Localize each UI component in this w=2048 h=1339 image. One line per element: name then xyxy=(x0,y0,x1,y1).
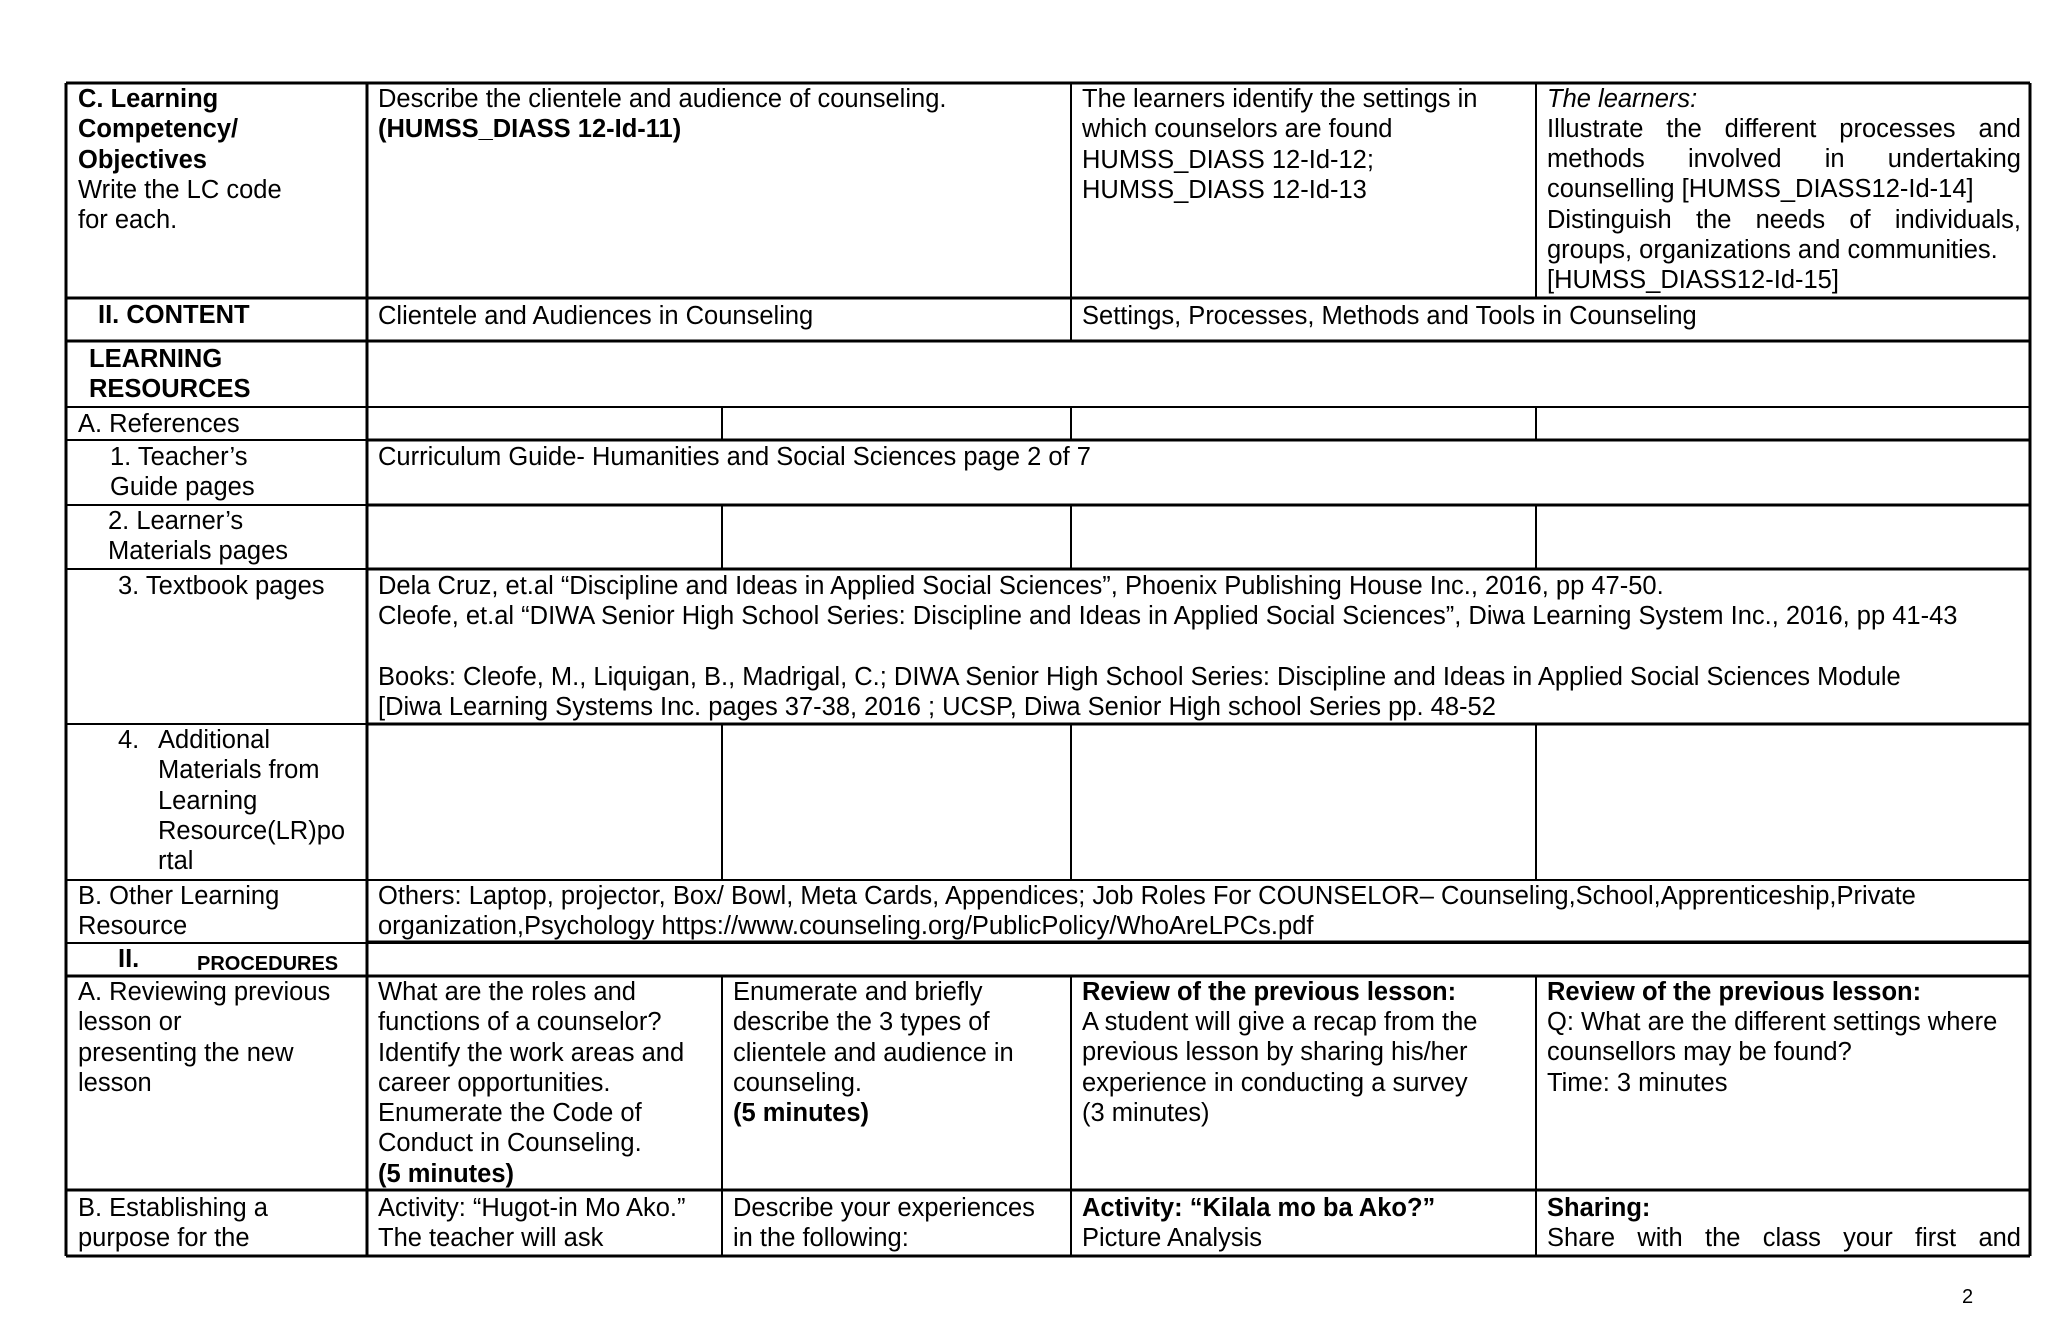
reviewing-col2-text: Enumerate and briefly describe the 3 types of clientele and audience in counseling. xyxy=(733,978,1014,1097)
lc-col1-text: Describe the clientele and audience of counseling. xyxy=(378,85,947,113)
lc-col1-code: (HUMSS_DIASS 12-Id-11) xyxy=(378,115,682,143)
learning-resources-label: LEARNING RESOURCES xyxy=(89,345,251,404)
reviewing-col2-time: (5 minutes) xyxy=(733,1099,870,1127)
other-resource-value: Others: Laptop, projector, Box/ Bowl, Meta Cards, Appendices; Job Roles For COUNSELOR– Counseling,School,Apprenticeship,Private organization,Psychology https://www.counseling.org/PublicPolicy/WhoAreLPCs.pdf xyxy=(378,882,1916,941)
procedures-label: PROCEDURES xyxy=(197,953,339,975)
establishing-label: B. Establishing a purpose for the xyxy=(78,1194,268,1253)
reviewing-col1-text: What are the roles and functions of a counselor? Identify the work areas and career opportunities. Enumerate the Code of Conduct in Counseling. xyxy=(378,978,685,1158)
additional-materials-num: 4. xyxy=(118,726,140,754)
procedures-label-num: II. xyxy=(118,945,140,973)
reviewing-col4-head: Review of the previous lesson: xyxy=(1547,978,1922,1006)
lc-col3: The learners identify the settings in which counselors are found HUMSS_DIASS 12-Id-12; HUMSS_DIASS 12-Id-13 xyxy=(1082,85,1478,204)
establishing-col4-text: Share with the class your first and xyxy=(1547,1224,2021,1252)
lc-col4-intro: The learners: xyxy=(1547,85,1698,113)
learners-materials-label: 2. Learner’s Materials pages xyxy=(108,507,289,566)
lc-col4-line: groups, organizations and communities. xyxy=(1547,236,1998,264)
lc-col4-line: Illustrate the different processes and xyxy=(1547,115,2021,143)
reviewing-col4-text: Q: What are the different settings where counsellors may be found? Time: 3 minutes xyxy=(1547,1008,1998,1097)
reviewing-col3-text: A student will give a recap from the previous lesson by sharing his/her experience in conducting a survey (3 minutes) xyxy=(1082,1008,1478,1127)
content-right: Settings, Processes, Methods and Tools in Counseling xyxy=(1082,302,1697,330)
lc-label: C. Learning Competency/ Objectives xyxy=(78,85,239,174)
establishing-col3-head: Activity: “Kilala mo ba Ako?” xyxy=(1082,1194,1436,1222)
textbook-label: 3. Textbook pages xyxy=(118,572,325,600)
establishing-col4-head: Sharing: xyxy=(1547,1194,1651,1222)
other-resource-label: B. Other Learning Resource xyxy=(78,882,280,941)
reviewing-col3-head: Review of the previous lesson: xyxy=(1082,978,1457,1006)
reviewing-label: A. Reviewing previous lesson or presenting the new lesson xyxy=(78,978,331,1097)
additional-materials-label: Additional Materials from Learning Resource(LR)po rtal xyxy=(158,726,346,876)
lc-col4-line: methods involved in undertaking xyxy=(1547,145,2021,173)
lc-sublabel: Write the LC code for each. xyxy=(78,176,282,235)
page-number: 2 xyxy=(1962,1286,1974,1308)
teachers-guide-label: 1. Teacher’s Guide pages xyxy=(110,443,255,502)
reviewing-col1-time: (5 minutes) xyxy=(378,1160,515,1188)
references-label: A. References xyxy=(78,410,240,438)
lc-col4-line: counselling [HUMSS_DIASS12-Id-14] xyxy=(1547,175,1974,203)
lc-col4-line: [HUMSS_DIASS12-Id-15] xyxy=(1547,266,1839,294)
teachers-guide-value: Curriculum Guide- Humanities and Social Sciences page 2 of 7 xyxy=(378,443,1091,471)
lc-col4-line: Distinguish the needs of individuals, xyxy=(1547,206,2021,234)
textbook-value: Dela Cruz, et.al “Discipline and Ideas in Applied Social Sciences”, Phoenix Publishing House Inc., 2016, pp 47-50. Cleofe, et.al “DIWA Senior High School Series: Discipline and Ideas in Applied Social Sciences”, Diwa Learning System Inc., 2016, pp 41-43 Books: Cleofe, M., Liquigan, B., Madrigal, C.; DIWA Senior High School Series: Discipline and Ideas in Applied Social Sciences Module [Diwa Learning Systems Inc. pages 37-38, 2016 ; UCSP, Diwa Senior High school Series pp. 48-52 xyxy=(378,572,1958,722)
content-label: II. CONTENT xyxy=(98,301,250,329)
establishing-col2: Describe your experiences in the following: xyxy=(733,1194,1035,1253)
establishing-col1: Activity: “Hugot-in Mo Ako.” The teacher will ask xyxy=(378,1194,686,1253)
establishing-col3-text: Picture Analysis xyxy=(1082,1224,1262,1252)
content-left: Clientele and Audiences in Counseling xyxy=(378,302,814,330)
